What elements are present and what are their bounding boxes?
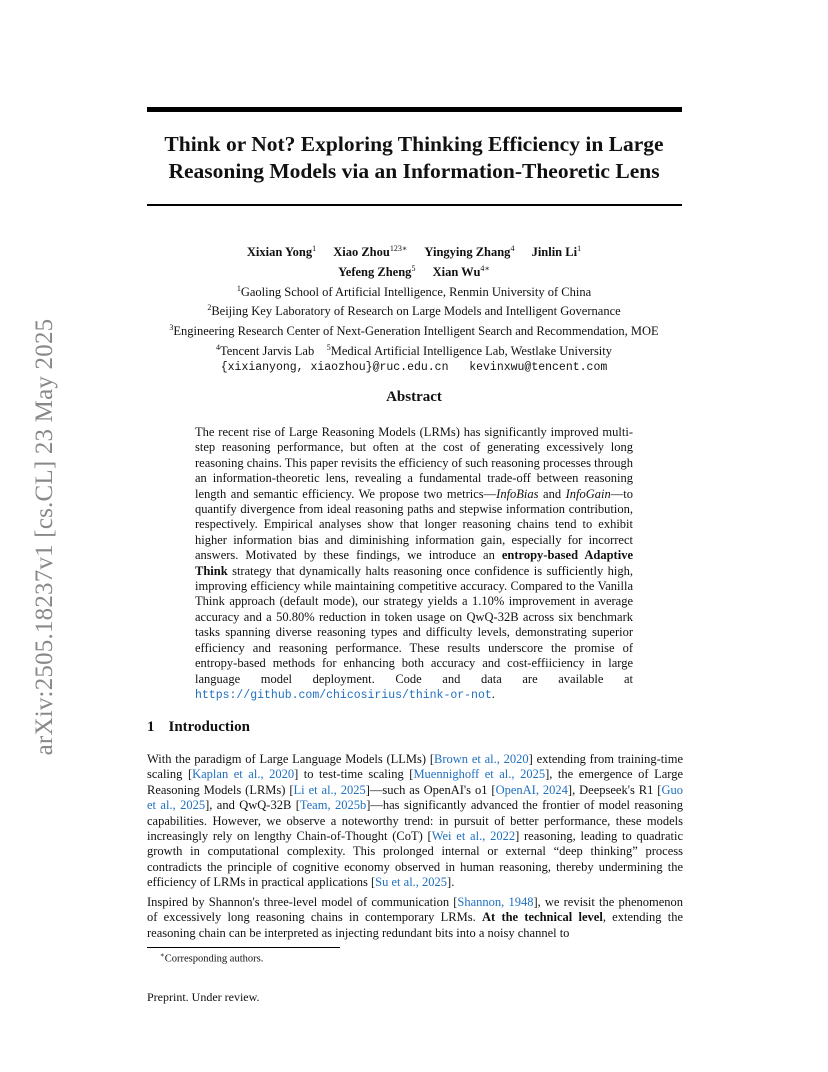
title-rule-bottom	[147, 204, 682, 206]
arxiv-id: arXiv:2505.18237v1 [cs.CL] 23 May 2025	[31, 318, 58, 756]
infobias-term: InfoBias	[496, 486, 539, 501]
title-line-2: Reasoning Models via an Information-Theoretic Lens	[168, 159, 660, 183]
affiliation: $^2$Beijing Key Laboratory of Research on Large Models and Intelligent Governance	[207, 303, 621, 319]
section-number: 1	[147, 719, 155, 735]
author: Yingying Zhang$^4$	[424, 244, 515, 260]
abstract-heading: Abstract	[386, 389, 442, 405]
citation-link[interactable]: Brown et al., 2020	[434, 752, 529, 766]
author: Jinlin Li$^1$	[531, 244, 582, 260]
author-row-1	[120, 241, 708, 261]
citation-link[interactable]: Wei et al., 2022	[431, 829, 516, 844]
email-1: {xixianyong, xiaozhou}@ruc.edu.cn	[220, 360, 449, 374]
citation-link[interactable]: Li et al., 2025	[293, 782, 366, 797]
email-2: kevinxwu@tencent.com	[469, 360, 608, 374]
title-rule-top	[147, 107, 682, 112]
author: Xian $Wu^{4∗}$	[432, 263, 490, 279]
author: Xixian Yong$^1$	[246, 244, 317, 260]
section-title: Introduction	[168, 719, 250, 735]
intro-paragraph-2: Inspired by Shannon's three-level model of communication [Shannon, 1948], we revisit the phenomenon of excessively long reasoning chains in contemporary LRMs. At the technical level, extending the reasoning chain can be interpreted as injecting redundant bits into a noisy channel to	[147, 895, 684, 940]
arxiv-stamp	[0, 0, 58, 756]
affiliation: $^3$Engineering Research Center of Next-Generation Intelligent Search and Recommendation, MOE	[169, 323, 659, 339]
author: Xiao Zhou$^{123∗}$	[333, 244, 408, 260]
affiliation: $^4$Tencent Jarvis Lab $^5$Medical Artificial Intelligence Lab, Westlake University	[215, 342, 613, 358]
infogain-term: InfoGain	[565, 486, 611, 501]
title-line-1: Think or Not? Exploring Thinking Efficiency in Large	[164, 132, 664, 156]
citation-link[interactable]: Kaplan et al., 2020	[192, 767, 295, 782]
bold-phrase: At the technical level	[482, 910, 603, 925]
affiliation: $^1$Gaoling School of Artificial Intelligence, Renmin University of China	[236, 283, 592, 299]
author-block	[120, 241, 708, 375]
preprint-notice: Preprint. Under review.	[147, 990, 260, 1004]
citation-link[interactable]: OpenAI, 2024	[495, 782, 568, 797]
adaptive-think-term: entropy-based Adaptive Think	[195, 548, 633, 578]
footnote-rule	[147, 947, 340, 948]
citation-link[interactable]: Guo et al., 2025	[147, 782, 683, 813]
code-link[interactable]: https://github.com/chicosirius/think-or-not	[195, 688, 492, 702]
section-heading	[147, 719, 250, 736]
email-line	[120, 360, 708, 376]
paper-title	[120, 131, 708, 185]
abstract-body: The recent rise of Large Reasoning Models (LRMs) has significantly improved multi-step reasoning performance, but often at the cost of generating excessively long reasoning chains. This paper revisits the efficiency of such reasoning processes through an information-theoretic lens, revealing a fundamental trade-off between reasoning length and semantic efficiency. We propose two metrics—InfoBias and InfoGain—to quantify divergence from ideal reasoning paths and stepwise information contribution, respectively. Empirical analyses show that longer reasoning chains tend to exhibit higher information bias and diminishing information gain, especially for incorrect answers. Motivated by these findings, we introduce an entropy-based Adaptive Think strategy that dynamically halts reasoning once confidence is sufficiently high, improving efficiency while maintaining competitive accuracy. Compared to the Vanilla Think approach (default mode), our strategy yields a 1.10% improvement in average accuracy and a 50.80% reduction in token usage on QwQ-32B across six benchmark tasks spanning diverse reasoning types and difficulty levels, demonstrating superior efficiency and reasoning performance. These results underscore the promise of entropy-based methods for enhancing both accuracy and cost-effiiciency in large language model deployment. Code and data are available at https://github.com/chicosirius/think-or-not.	[195, 425, 633, 702]
author-row-2	[120, 261, 708, 281]
citation-link[interactable]: Shannon, 1948	[457, 895, 534, 909]
author: Yefeng Zheng$^5$	[338, 263, 416, 279]
intro-paragraph-1: With the paradigm of Large Language Models (LLMs) [Brown et al., 2020] extending from training-time scaling [Kaplan et al., 2020] to test-time scaling [Muennighoff et al., 2025], the emergence of Large Reasoning Models (LRMs) [Li et al., 2025]—such as OpenAI's o1 [OpenAI, 2024], Deepseek's R1 [Guo et al., 2025], and QwQ-32B [Team, 2025b]—has significantly advanced the frontier of model reasoning capabilities. However, we observe a noteworthy trend: in pursuit of better performance, these models increasingly rely on lengthy Chain-of-Thought (CoT) [Wei et al., 2022] reasoning, leading to quadratic growth in computational complexity. This prolonged internal or external “deep thinking” process contradicts the principle of cognitive economy observed in human reasoning, thereby undermining the efficiency of LRMs in practical applications [Su et al., 2025].	[147, 752, 684, 890]
citation-link[interactable]: Team, 2025b	[299, 798, 367, 813]
citation-link[interactable]: Su et al., 2025	[375, 875, 448, 890]
citation-link[interactable]: Muennighoff et al., 2025	[413, 767, 546, 782]
footnote: ∗Corresponding authors.	[160, 951, 264, 965]
